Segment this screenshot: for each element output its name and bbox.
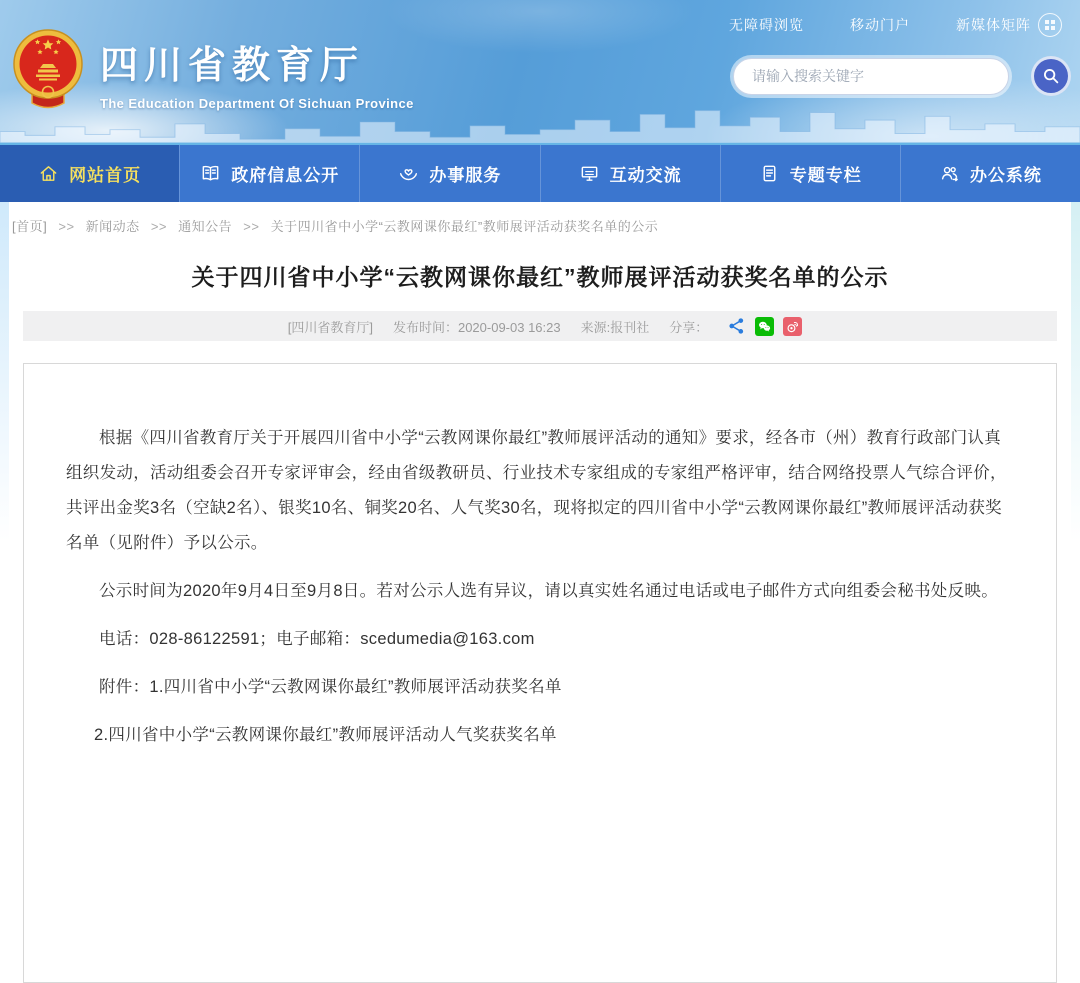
open-book-icon [200, 163, 221, 184]
breadcrumb [0, 202, 1080, 243]
breadcrumb-current-page: 关于四川省中小学“云教网课你最红”教师展评活动获奖名单的公示 [270, 219, 659, 234]
article-content-box [23, 363, 1057, 983]
nav-item-label: 网站首页 [69, 166, 142, 185]
search-input[interactable] [733, 58, 1009, 95]
nav-item-special-columns[interactable] [720, 145, 900, 202]
article-share-label: 分享： [669, 319, 709, 335]
topbar-link-accessibility[interactable]: 无障碍浏览 [729, 17, 804, 33]
people-icon [939, 163, 960, 184]
nav-item-label: 专题专栏 [789, 166, 862, 185]
breadcrumb-notices[interactable]: 通知公告 [178, 219, 233, 234]
site-search [733, 56, 1071, 96]
article-paragraph-attachment-2: 2.四川省中小学“云教网课你最红”教师展评活动人气奖获奖名单 [94, 726, 557, 744]
brand-text [100, 28, 414, 111]
nav-item-home[interactable] [0, 145, 179, 202]
nav-item-label: 办事服务 [429, 166, 502, 185]
national-emblem-logo [12, 28, 84, 112]
article-title: 关于四川省中小学“云教网课你最红”教师展评活动获奖名单的公示 [191, 264, 889, 290]
heart-hands-icon [398, 163, 419, 184]
weibo-share-icon[interactable] [783, 317, 802, 336]
topbar-link-mobile-portal[interactable]: 移动门户 [850, 17, 910, 33]
nav-item-label: 互动交流 [609, 166, 682, 185]
nav-item-services[interactable] [359, 145, 539, 202]
breadcrumb-separator: >> [58, 219, 75, 234]
article-paragraph-attachment-1: 附件：1.四川省中小学“云教网课你最红”教师展评活动获奖名单 [99, 678, 562, 696]
monitor-icon [579, 163, 600, 184]
search-button[interactable] [1031, 56, 1071, 96]
article-publish-time: 发布时间：2020-09-03 16:23 [392, 319, 561, 335]
page-body [0, 202, 1080, 983]
nav-item-interaction[interactable] [540, 145, 720, 202]
article-source-tag: [四川省教育厅] [287, 319, 373, 335]
article-paragraph: 公示时间为2020年9月4日至9月8日。若对公示人选有异议，请以真实姓名通过电话或电子邮件方式向组委会秘书处反映。 [99, 582, 999, 600]
nav-item-label: 政府信息公开 [231, 166, 340, 185]
wechat-share-icon[interactable] [755, 317, 774, 336]
article-meta-bar [23, 311, 1057, 341]
article-paragraph: 根据《四川省教育厅关于开展四川省中小学“云教网课你最红”教师展评活动的通知》要求，经各市（州）教育行政部门认真组织发动，活动组委会召开专家评审会，经由省级教研员、行业技术专家组成的专家组严格评审，结合网络投票人气综合评价，共评出金奖3名（空缺2名）、银奖10名、铜奖20名、人气奖30名，现将拟定的四川省中小学“云教网课你最红”教师展评活动获奖名单（见附件）予以公示。 [66, 429, 1007, 552]
breadcrumb-separator: >> [243, 219, 260, 234]
topbar [683, 13, 1062, 37]
nav-item-office-system[interactable] [900, 145, 1080, 202]
page-edge-gradient-right [1071, 202, 1080, 542]
site-subtitle: The Education Department Of Sichuan Province [100, 96, 414, 111]
site-header [0, 0, 1080, 145]
breadcrumb-home[interactable]: [首页] [12, 219, 48, 234]
document-icon [759, 163, 780, 184]
article-paragraph-contact: 电话：028-86122591；电子邮箱：scedumedia@163.com [99, 630, 535, 648]
nav-item-gov-info[interactable] [179, 145, 359, 202]
topbar-link-new-media-matrix[interactable]: 新媒体矩阵 [956, 17, 1031, 33]
breadcrumb-news[interactable]: 新闻动态 [85, 219, 140, 234]
nav-item-label: 办公系统 [969, 166, 1042, 185]
article-origin: 来源:报刊社 [580, 319, 650, 335]
site-title: 四川省教育厅 [100, 45, 365, 87]
breadcrumb-separator: >> [150, 219, 167, 234]
magnifier-icon [1041, 66, 1061, 86]
page-edge-gradient-left [0, 202, 9, 542]
share-nodes-icon[interactable] [727, 317, 746, 336]
site-brand [12, 28, 414, 112]
main-nav [0, 145, 1080, 202]
grid-circle-icon[interactable] [1038, 13, 1062, 37]
home-icon [38, 163, 59, 184]
